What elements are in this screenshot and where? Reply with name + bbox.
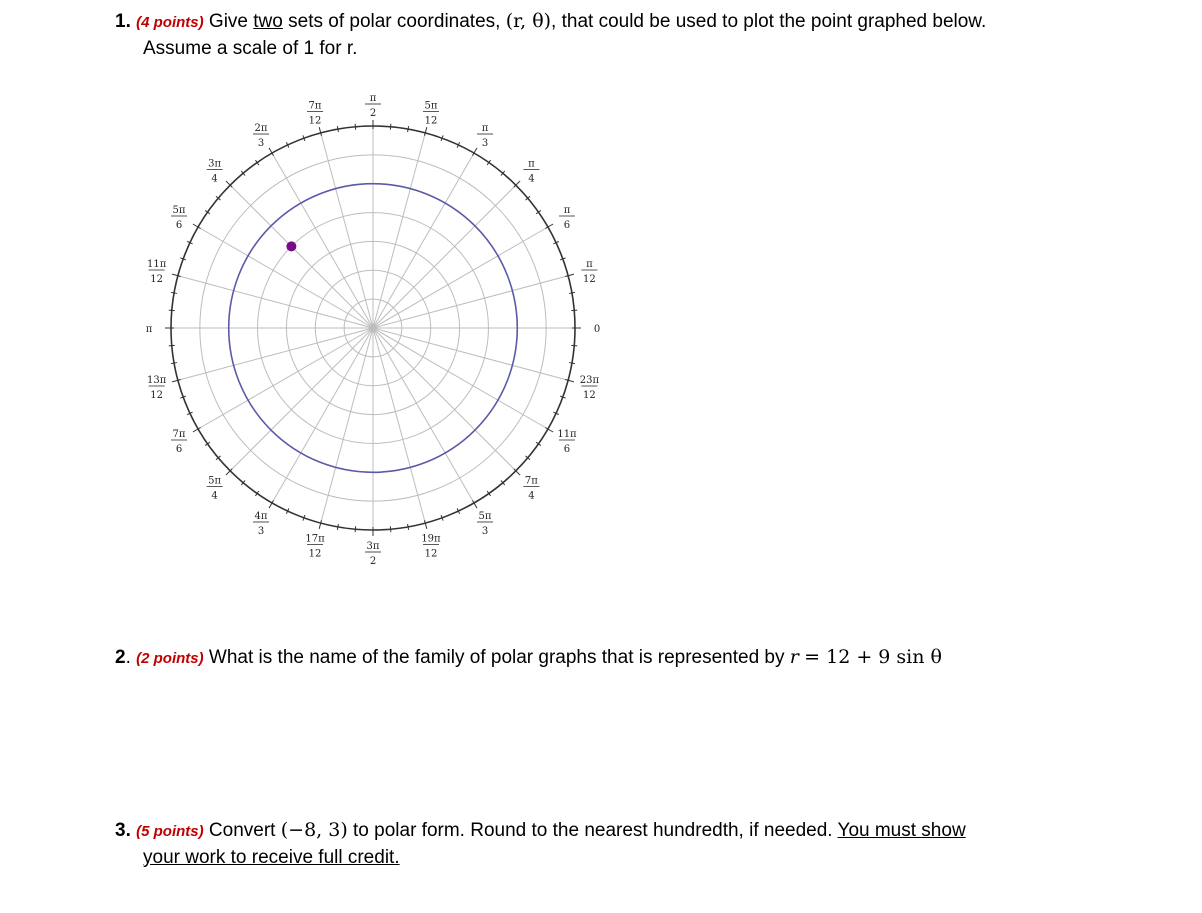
angle-label-denominator: 12 (424, 548, 438, 560)
question-2-eq-r: r (789, 646, 799, 668)
angle-label-denominator: 12 (308, 115, 322, 127)
angle-label (523, 475, 539, 501)
tick-mark (171, 363, 177, 364)
tick-mark (171, 292, 177, 293)
angle-label (171, 205, 187, 231)
angle-label-denominator: 12 (150, 389, 163, 401)
angle-label-numerator: π (528, 158, 535, 170)
angle-label-numerator: 11π (146, 259, 167, 271)
angle-label-denominator: 4 (528, 173, 535, 185)
angle-label-numerator: π (586, 259, 593, 271)
question-2-text: What is the name of the family of polar graphs that is represented by (208, 647, 790, 668)
angle-label (253, 123, 269, 149)
angle-label-numerator: 3π (366, 541, 380, 552)
angle-label-numerator: π (369, 93, 377, 104)
angle-label (147, 259, 167, 285)
angle-label-numerator: 19π (421, 533, 441, 545)
angle-label-denominator: 4 (528, 490, 535, 502)
angle-label-numerator: 7π (524, 475, 538, 487)
tick-mark (571, 310, 577, 311)
angle-label (477, 123, 493, 149)
tick-mark (172, 274, 181, 276)
angle-label-numerator: 2π (254, 123, 268, 135)
grid-spoke (373, 133, 425, 328)
grid-spoke (178, 328, 373, 380)
angle-label-denominator: 12 (424, 115, 438, 127)
angle-label (581, 259, 597, 285)
angle-label-numerator: 7π (172, 429, 186, 440)
question-3-text-b: to polar form. Round to the nearest hundredth, if needed. (347, 820, 838, 841)
question-2-points: (2 points) (136, 650, 204, 667)
angle-label-denominator: 12 (583, 274, 596, 286)
polar-grid (165, 120, 581, 536)
tick-mark (172, 380, 181, 382)
question-3-pair: (−8, 3) (280, 819, 348, 841)
angle-label-numerator: π (563, 205, 571, 216)
angle-label-numerator: 3π (208, 158, 222, 170)
grid-spoke (230, 328, 373, 471)
angle-label-value: 0 (593, 324, 601, 335)
grid-spoke (198, 328, 373, 429)
tick-mark (408, 524, 409, 530)
grid-spoke (373, 276, 568, 328)
grid-spoke (230, 185, 373, 328)
grid-spoke (373, 328, 568, 380)
tick-mark (355, 124, 356, 130)
angle-label-numerator: 4π (254, 510, 268, 522)
angle-label-numerator: 11π (557, 429, 577, 440)
angle-label (594, 324, 600, 335)
angle-label-denominator: 6 (563, 220, 571, 231)
angle-label-numerator: 13π (146, 374, 167, 386)
question-3-line2: your work to receive full credit. (143, 847, 400, 868)
angle-label (307, 101, 323, 127)
question-3-must-show: You must show (837, 820, 966, 841)
grid-spoke (373, 227, 548, 328)
tick-mark (337, 126, 338, 132)
angle-label-denominator: 4 (211, 490, 218, 502)
angle-label-numerator: 5π (424, 100, 438, 112)
angle-label-denominator: 3 (481, 525, 489, 537)
angle-label (253, 511, 269, 537)
angle-label-denominator: 6 (175, 444, 183, 455)
tick-mark (390, 124, 391, 130)
question-2 (115, 644, 1175, 672)
grid-spoke (373, 328, 516, 471)
question-1-number: 1. (115, 11, 131, 32)
tick-mark (169, 310, 175, 311)
question-2-dot: . (125, 647, 131, 668)
tick-mark (565, 380, 574, 382)
angle-label-denominator: 4 (211, 173, 218, 185)
angle-label-denominator: 12 (583, 389, 596, 401)
tick-mark (425, 127, 427, 136)
grid-spoke (272, 328, 373, 503)
angle-label-numerator: 23π (579, 374, 600, 386)
angle-label-denominator: 2 (369, 108, 377, 119)
question-1-coord: (r, θ) (505, 10, 552, 32)
grid-spoke (198, 227, 373, 328)
question-1-text-b: sets of polar coordinates, (282, 11, 506, 32)
angle-label (146, 324, 153, 335)
angle-label-denominator: 6 (563, 444, 571, 455)
grid-spoke (178, 276, 373, 328)
angle-label (147, 375, 167, 401)
angle-label (559, 205, 575, 231)
tick-mark (569, 363, 575, 364)
tick-mark (569, 292, 575, 293)
tick-mark (571, 345, 577, 346)
tick-mark (337, 524, 338, 530)
question-2-equation: = 12 + 9 sin θ (804, 646, 942, 668)
question-3-text-a: Convert (208, 820, 281, 841)
question-1-points: (4 points) (136, 14, 204, 31)
question-1-line2: Assume a scale of 1 for r. (143, 38, 358, 59)
angle-label-numerator: π (481, 123, 489, 135)
question-3-number: 3. (115, 820, 131, 841)
angle-label-numerator: 5π (172, 205, 186, 216)
angle-label-denominator: 12 (150, 274, 163, 286)
tick-mark (565, 274, 574, 276)
angle-label (523, 159, 539, 185)
question-3-points: (5 points) (136, 823, 204, 840)
question-1-text-c: , that could be used to plot the point graphed below. (551, 11, 987, 32)
tick-mark (319, 520, 321, 529)
grid-spoke (321, 328, 373, 523)
tick-mark (425, 520, 427, 529)
angle-label (207, 475, 223, 501)
question-1-text-a: Give (208, 11, 254, 32)
angle-label-denominator: 3 (481, 138, 489, 150)
tick-mark (319, 127, 321, 136)
angle-label (580, 375, 600, 401)
angle-label-denominator: 12 (308, 548, 322, 560)
angle-label-denominator: 3 (257, 525, 265, 537)
question-3 (115, 817, 1175, 871)
tick-mark (355, 526, 356, 532)
angle-label-value: π (145, 324, 153, 335)
angle-label-numerator: 5π (478, 510, 492, 522)
tick-mark (169, 345, 175, 346)
angle-label (421, 533, 441, 559)
tick-mark (408, 126, 409, 132)
angle-label-numerator: 5π (208, 475, 222, 487)
angle-label-denominator: 3 (257, 138, 265, 150)
angle-label (365, 541, 381, 567)
angle-label (423, 101, 439, 127)
angle-label (477, 511, 493, 537)
question-2-number: 2 (115, 647, 126, 668)
tick-mark (390, 526, 391, 532)
angle-label (171, 429, 187, 455)
angle-label (305, 533, 325, 559)
grid-spoke (272, 153, 373, 328)
grid-spoke (373, 185, 516, 328)
angle-label (557, 429, 577, 455)
angle-label-denominator: 6 (175, 220, 183, 231)
angle-label-numerator: 17π (305, 533, 325, 545)
angle-label (207, 159, 223, 185)
grid-spoke (373, 328, 474, 503)
question-1-two: two (253, 11, 283, 32)
grid-spoke (373, 328, 425, 523)
grid-spoke (373, 153, 474, 328)
angle-label-numerator: 7π (308, 100, 322, 112)
angle-label (365, 93, 381, 119)
grid-spoke (373, 328, 548, 429)
plotted-point (286, 241, 296, 251)
angle-label-denominator: 2 (369, 556, 377, 567)
grid-spoke (321, 133, 373, 328)
